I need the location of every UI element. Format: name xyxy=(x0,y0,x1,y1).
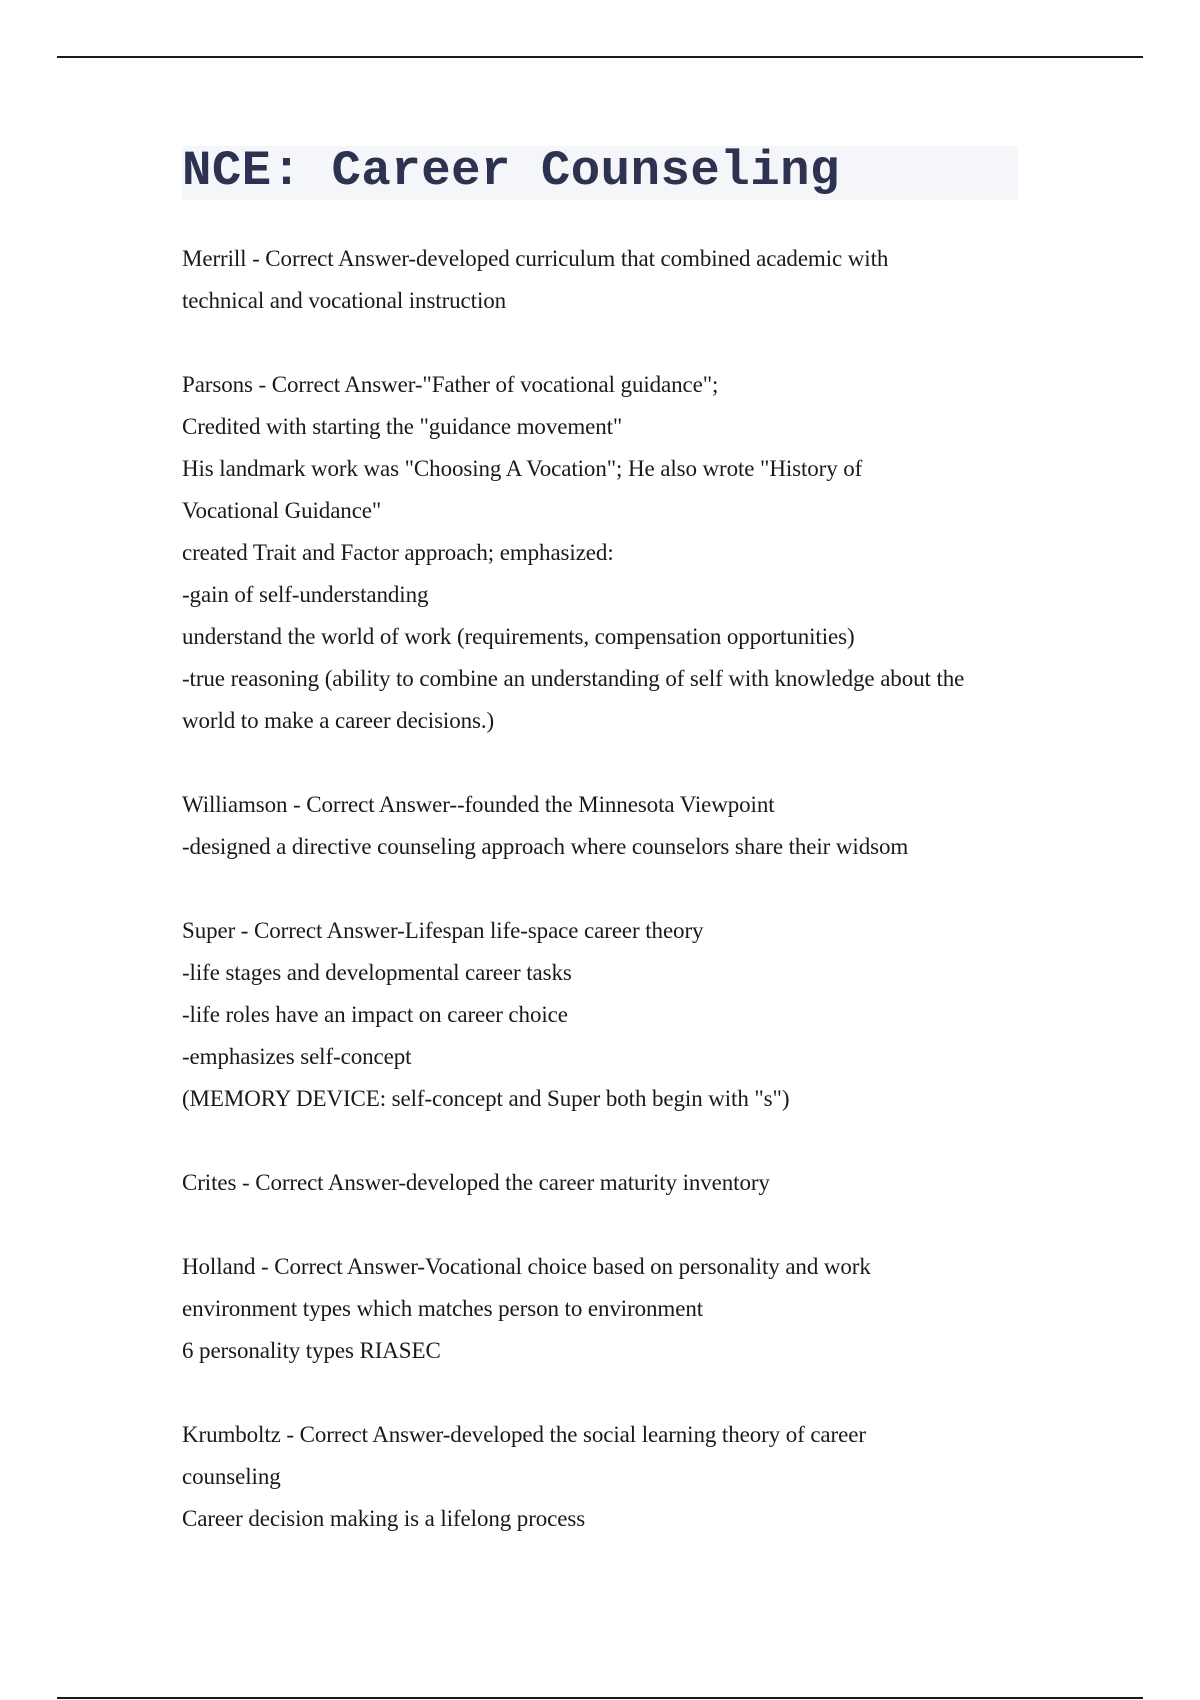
entry-line: 6 personality types RIASEC xyxy=(182,1338,441,1363)
entry-line: Credited with starting the "guidance movement" xyxy=(182,414,623,439)
entry-holland xyxy=(182,1246,1022,1372)
entry-line: Parsons - Correct Answer-"Father of vocational guidance"; xyxy=(182,372,719,397)
entry-line: -gain of self-understanding xyxy=(182,582,429,607)
entry-line: environment types which matches person to environment xyxy=(182,1296,704,1321)
entry-line: -life stages and developmental career tasks xyxy=(182,960,572,985)
header-rule xyxy=(57,56,1143,58)
entry-krumboltz xyxy=(182,1414,1022,1540)
entry-line: Vocational Guidance" xyxy=(182,498,382,523)
entry-line: world to make a career decisions.) xyxy=(182,708,495,733)
entry-line: -life roles have an impact on career choice xyxy=(182,1002,568,1027)
entry-super xyxy=(182,910,1022,1120)
footer-rule xyxy=(57,1697,1143,1699)
entry-line: Crites - Correct Answer-developed the career maturity inventory xyxy=(182,1170,770,1195)
document-body xyxy=(182,238,1022,1582)
entry-crites xyxy=(182,1162,1022,1204)
entry-merrill xyxy=(182,238,1022,322)
entry-line: Holland - Correct Answer-Vocational choice based on personality and work xyxy=(182,1254,871,1279)
entry-line: -designed a directive counseling approach where counselors share their widsom xyxy=(182,834,909,859)
entry-line: technical and vocational instruction xyxy=(182,288,507,313)
entry-line: Krumboltz - Correct Answer-developed the social learning theory of career xyxy=(182,1422,866,1447)
entry-parsons xyxy=(182,364,1022,742)
entry-line: counseling xyxy=(182,1464,281,1489)
entry-line: Super - Correct Answer-Lifespan life-space career theory xyxy=(182,918,704,943)
document-title: NCE: Career Counseling xyxy=(182,143,840,199)
entry-line: (MEMORY DEVICE: self-concept and Super both begin with "s") xyxy=(182,1086,790,1111)
entry-line: His landmark work was "Choosing A Vocation"; He also wrote "History of xyxy=(182,456,863,481)
entry-line: created Trait and Factor approach; emphasized: xyxy=(182,540,614,565)
entry-line: Merrill - Correct Answer-developed curriculum that combined academic with xyxy=(182,246,889,271)
entry-line: Career decision making is a lifelong process xyxy=(182,1506,586,1531)
entry-line: Williamson - Correct Answer--founded the Minnesota Viewpoint xyxy=(182,792,775,817)
entry-line: understand the world of work (requirements, compensation opportunities) xyxy=(182,624,855,649)
entry-williamson xyxy=(182,784,1022,868)
entry-line: -emphasizes self-concept xyxy=(182,1044,412,1069)
entry-line: -true reasoning (ability to combine an understanding of self with knowledge about the xyxy=(182,666,965,691)
